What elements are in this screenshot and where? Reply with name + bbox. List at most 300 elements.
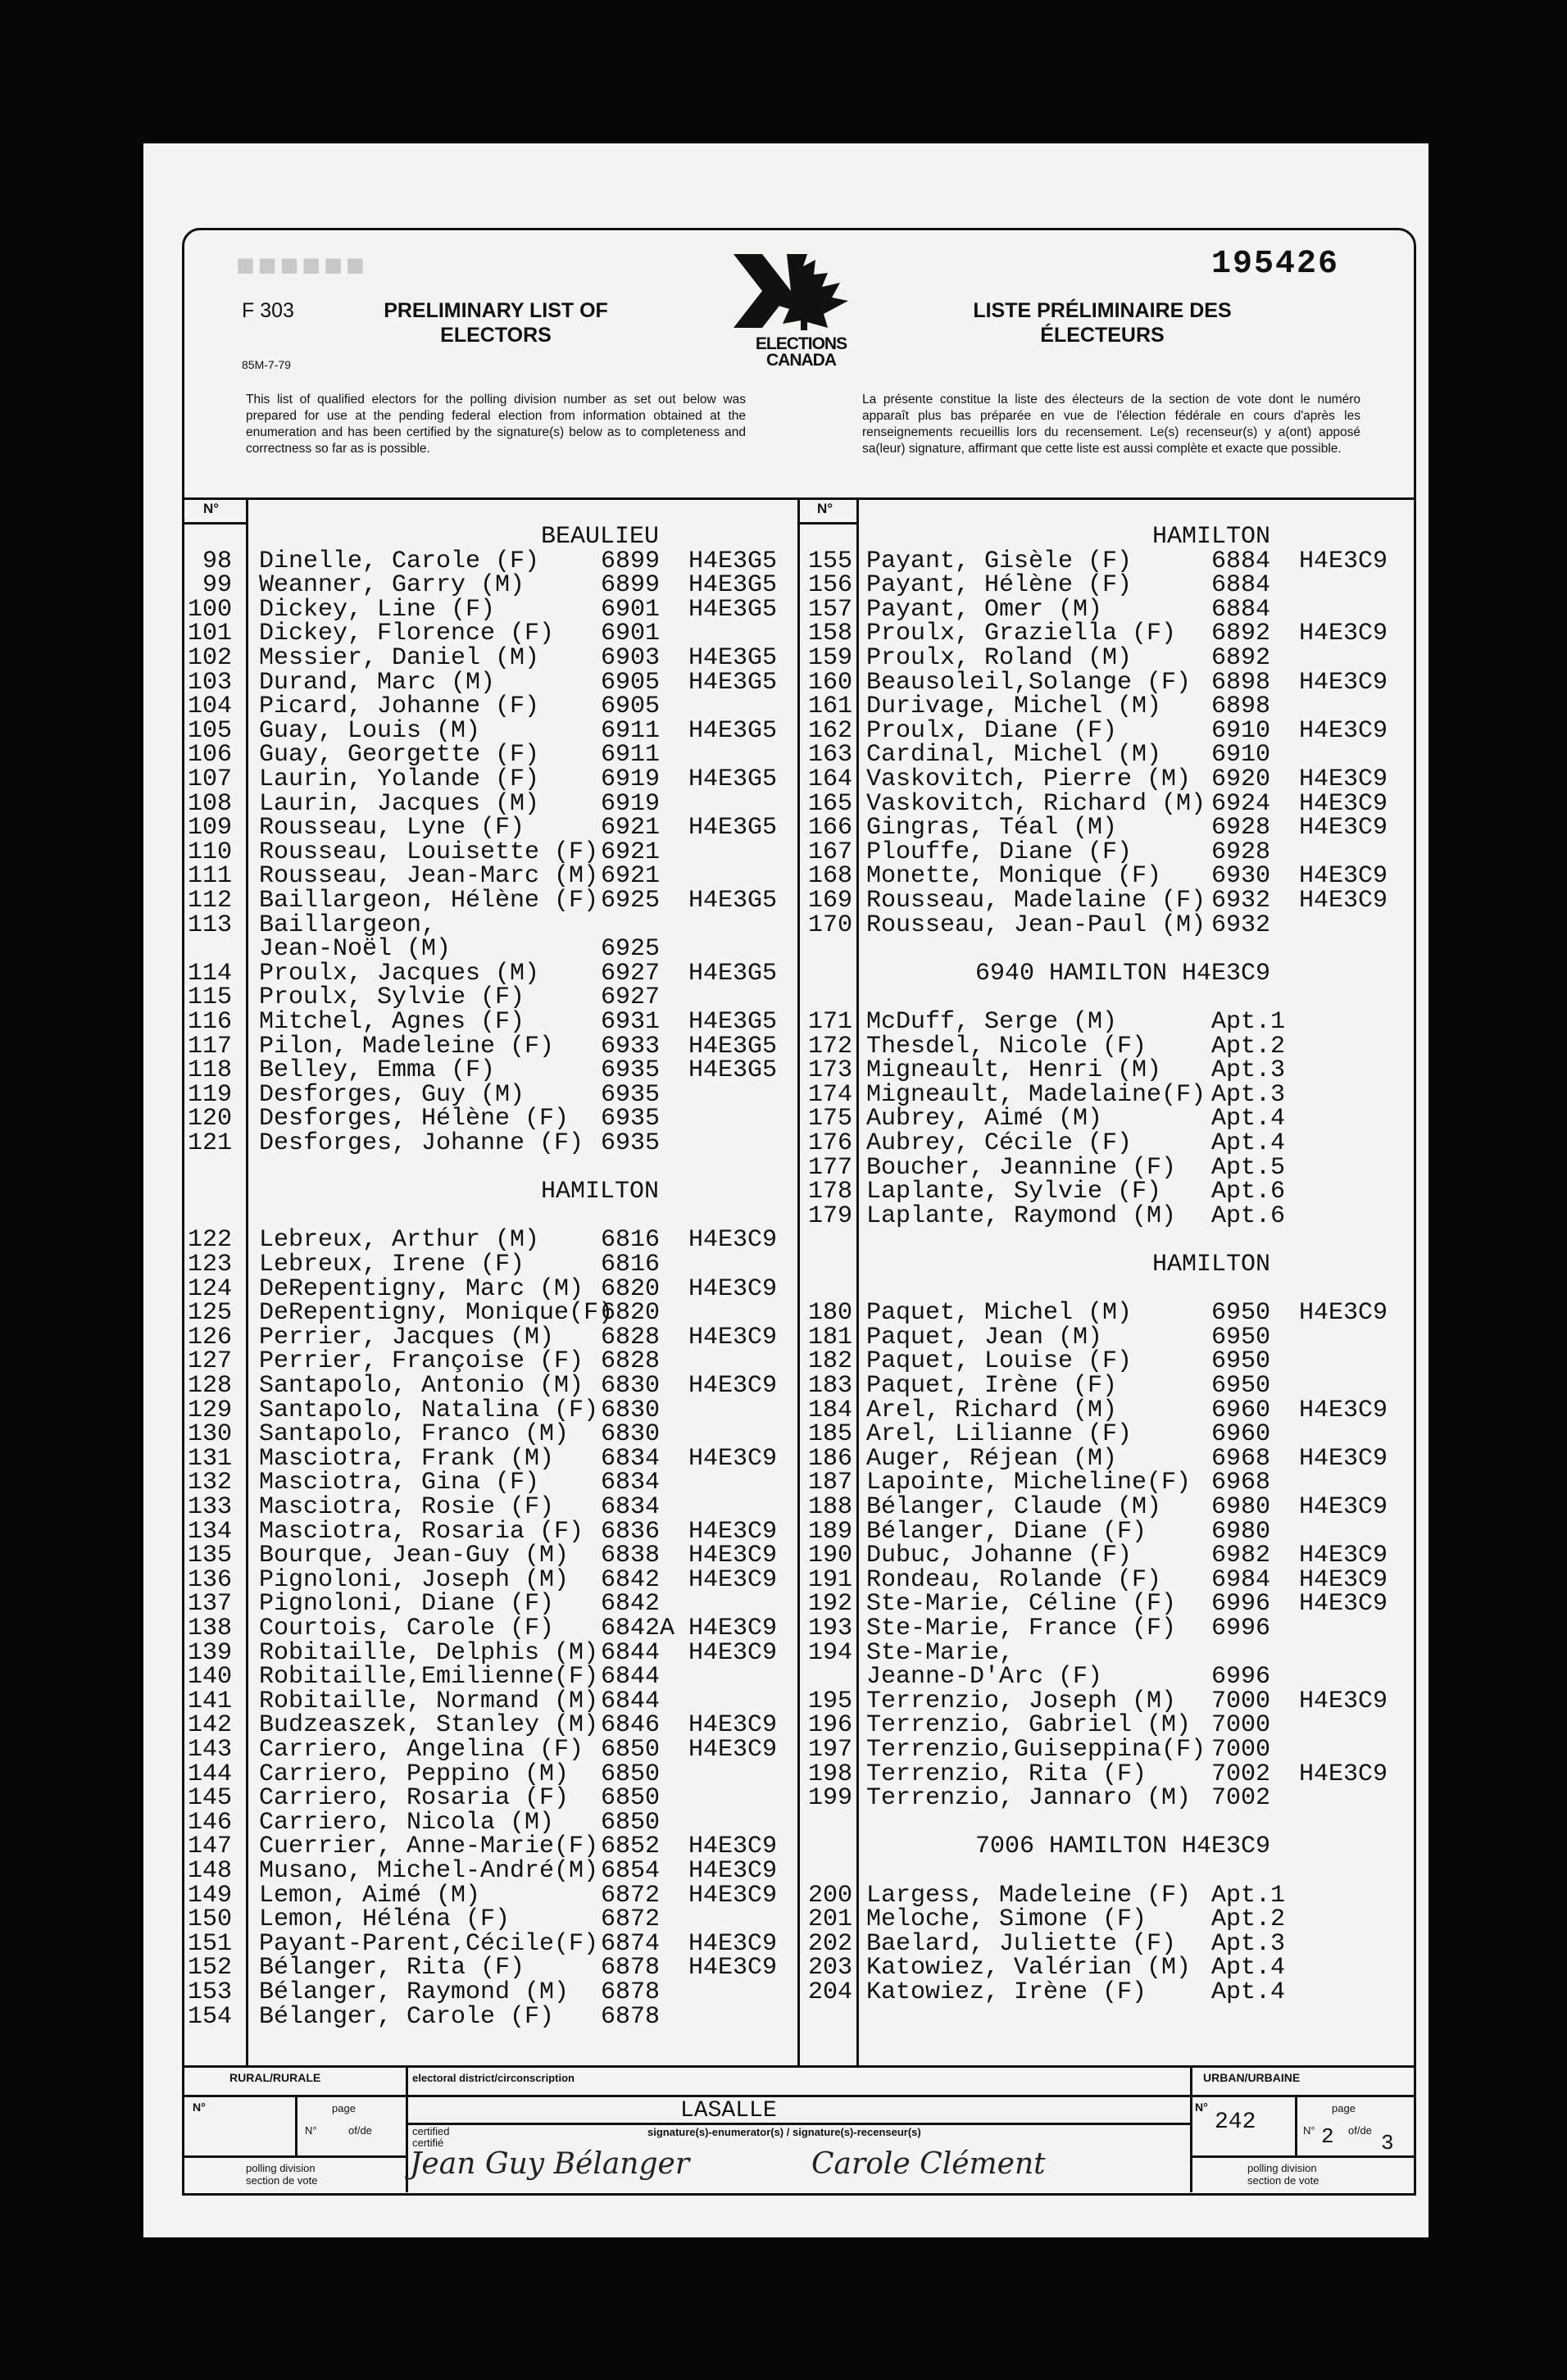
rural-page-of-label: of/de — [348, 2124, 372, 2137]
elector-postal-code: H4E3C9 — [1299, 1493, 1388, 1521]
elector-number: 126 — [187, 1323, 232, 1351]
col-no-right-label: N° — [817, 501, 833, 516]
elector-postal-code: H4E3C9 — [1299, 547, 1388, 575]
footer-divider-urban — [1190, 2065, 1192, 2192]
elector-name: Ste-Marie, France (F) — [866, 1615, 1177, 1642]
elector-postal-code: H4E3G5 — [688, 765, 778, 793]
elector-number: 157 — [807, 595, 852, 624]
elector-name: DeRepentigny, Marc (M) — [259, 1274, 584, 1303]
elector-address: 6854 — [601, 1857, 661, 1885]
elector-number: 203 — [807, 1954, 852, 1983]
footer-urban-page-divider — [1295, 2095, 1297, 2155]
elector-name: Katowiez, Valérian (M) — [866, 1954, 1192, 1983]
elector-number: 175 — [807, 1105, 852, 1133]
elector-number: 133 — [187, 1493, 232, 1521]
elector-name: Rousseau, Madelaine (F) — [866, 887, 1206, 915]
elector-address: 6984 — [1211, 1565, 1271, 1594]
elector-name: Courtois, Carole (F) — [259, 1615, 555, 1642]
elector-address: 6928 — [1211, 814, 1271, 843]
elector-name: Aubrey, Cécile (F) — [866, 1129, 1133, 1157]
elector-number: 179 — [807, 1201, 852, 1230]
district-label: electoral district/circonscription — [412, 2072, 575, 2084]
elector-number: 187 — [807, 1469, 852, 1497]
elector-address: 6899 — [601, 571, 661, 600]
elector-number: 99 — [202, 571, 232, 600]
elector-name: Rousseau, Lyne (F) — [259, 814, 525, 843]
elector-address: 6911 — [601, 716, 661, 745]
elector-name: Carriero, Nicola (M) — [259, 1808, 555, 1837]
elector-address: 7000 — [1211, 1736, 1271, 1764]
elector-postal-code: H4E3C9 — [1299, 789, 1388, 818]
elector-name: Plouffe, Diane (F) — [866, 838, 1133, 866]
elector-name: Masciotra, Gina (F) — [259, 1469, 540, 1497]
elector-name: Cardinal, Michel (M) — [866, 741, 1162, 770]
elector-name: Pignoloni, Diane (F) — [259, 1590, 555, 1619]
elector-name: Bélanger, Diane (F) — [866, 1517, 1147, 1546]
elector-number: 167 — [807, 838, 852, 866]
elector-number: 139 — [187, 1638, 232, 1667]
elector-number: 195 — [807, 1687, 852, 1715]
elector-name: Terrenzio, Rita (F) — [866, 1760, 1147, 1788]
maple-leaf-x-icon — [725, 250, 877, 332]
elector-name: Proulx, Diane (F) — [866, 716, 1118, 745]
elector-number: 117 — [187, 1032, 232, 1061]
elector-number: 170 — [807, 911, 852, 939]
elector-address: 6850 — [601, 1760, 661, 1788]
elector-address: 6911 — [601, 741, 661, 770]
elector-address: 6842 — [601, 1590, 661, 1619]
elector-name: Guay, Georgette (F) — [259, 741, 540, 770]
elector-number: 172 — [807, 1032, 852, 1061]
elector-number: 171 — [807, 1008, 852, 1036]
elector-address: 6850 — [601, 1736, 661, 1764]
elector-name: Carriero, Angelina (F) — [259, 1736, 584, 1764]
elector-postal-code: H4E3C9 — [688, 1372, 778, 1400]
form-date-code: 85M-7-79 — [242, 358, 291, 371]
elector-address: 6844 — [601, 1687, 661, 1715]
signature-enumerator-1: Jean Guy Bélanger — [410, 2147, 690, 2181]
street-name: BEAULIEU — [541, 523, 660, 551]
elector-name: Paquet, Louise (F) — [866, 1347, 1133, 1376]
elector-number: 164 — [807, 765, 852, 793]
elector-name: Lemon, Aimé (M) — [259, 1881, 481, 1910]
elector-address: 6982 — [1211, 1542, 1271, 1570]
elector-name: Arel, Richard (M) — [866, 1396, 1118, 1424]
elector-number: 178 — [807, 1178, 852, 1206]
elector-address: Apt.1 — [1211, 1008, 1286, 1036]
elector-address: 6884 — [1211, 595, 1271, 624]
elector-name: Katowiez, Irène (F) — [866, 1978, 1147, 2006]
elector-number: 145 — [187, 1784, 232, 1813]
footer-divider-rural — [406, 2065, 408, 2192]
elector-number: 150 — [187, 1905, 232, 1934]
elector-name: Rousseau, Jean-Paul (M) — [866, 911, 1206, 939]
elector-number: 131 — [187, 1444, 232, 1473]
elector-address: 6820 — [601, 1299, 661, 1328]
elector-address: 6884 — [1211, 571, 1271, 600]
elector-number: 128 — [187, 1372, 232, 1400]
elector-number: 138 — [187, 1615, 232, 1642]
district-value: LASALLE — [680, 2098, 777, 2123]
elector-name: Migneault, Henri (M) — [866, 1056, 1162, 1085]
elector-name: Meloche, Simone (F) — [866, 1905, 1147, 1934]
elector-number: 111 — [187, 862, 232, 891]
elector-name: Baillargeon, — [259, 911, 437, 939]
elector-postal-code: H4E3C9 — [1299, 1565, 1388, 1594]
elector-number: 134 — [187, 1517, 232, 1546]
elector-number: 148 — [187, 1857, 232, 1885]
footer-urban-rule — [1190, 2155, 1414, 2158]
elector-address: 6892 — [1211, 620, 1271, 648]
elector-name: Laplante, Raymond (M) — [866, 1201, 1177, 1230]
elector-name: Ste-Marie, — [866, 1638, 1015, 1667]
elector-address: 6844 — [601, 1663, 661, 1692]
elector-address: 6905 — [601, 668, 661, 697]
elector-address: 6850 — [601, 1808, 661, 1837]
elector-name: Arel, Lilianne (F) — [866, 1420, 1133, 1449]
rural-page-no-label: N° — [305, 2124, 317, 2137]
logo-elections: ELECTIONS — [755, 334, 847, 353]
elector-name: Terrenzio, Jannaro (M) — [866, 1784, 1192, 1813]
elector-postal-code: H4E3C9 — [1299, 1542, 1388, 1570]
elector-number: 192 — [807, 1590, 852, 1619]
right-number-divider — [856, 497, 859, 2067]
elector-postal-code: H4E3C9 — [688, 1881, 778, 1910]
elector-number: 101 — [187, 620, 232, 648]
elector-number: 140 — [187, 1663, 232, 1692]
elector-address: 6920 — [1211, 765, 1271, 793]
elector-address: Apt.6 — [1211, 1178, 1286, 1206]
elector-name: Payant, Omer (M) — [866, 595, 1103, 624]
elector-number: 194 — [807, 1638, 852, 1667]
elector-address: 6816 — [601, 1251, 661, 1279]
elector-number: 100 — [187, 595, 232, 624]
elector-postal-code: H4E3C9 — [688, 1274, 778, 1303]
elector-address: 6935 — [601, 1129, 661, 1157]
elector-number: 112 — [187, 887, 232, 915]
elector-address: 6899 — [601, 547, 661, 575]
elector-address: 6935 — [601, 1105, 661, 1133]
faint-stamp-number: ■■■■■■ — [236, 250, 368, 285]
elector-postal-code: H4E3G5 — [688, 1056, 778, 1085]
elector-name: Vaskovitch, Pierre (M) — [866, 765, 1192, 793]
elector-address: 6950 — [1211, 1347, 1271, 1376]
intro-french: La présente constitue la liste des électeurs de la section de vote dont le numéro apparaît plus bas préparée en vue de l'élection fédérale en cours d'après les renseignements recueillis lors du recensement. Le(s) recenseur(s) y a(ont) apposé sa(leur) signature, affirmant que cette liste est aussi complète et exacte que possible. — [862, 393, 1360, 456]
urban-page-label: page — [1332, 2102, 1356, 2114]
elector-name: Santapolo, Natalina (F) — [259, 1396, 599, 1424]
page-total: 3 — [1381, 2131, 1394, 2155]
elector-address: 6925 — [601, 887, 661, 915]
elector-postal-code: H4E3G5 — [688, 668, 778, 697]
elector-number: 124 — [187, 1274, 232, 1303]
elector-number: 177 — [807, 1153, 852, 1182]
elector-number: 106 — [187, 741, 232, 770]
elector-name: Dinelle, Carole (F) — [259, 547, 540, 575]
elector-name: Mitchel, Agnes (F) — [259, 1008, 525, 1036]
elector-address: 6834 — [601, 1444, 661, 1473]
elector-number: 176 — [807, 1129, 852, 1157]
page-number: 2 — [1321, 2124, 1334, 2149]
elections-canada-logo — [725, 250, 877, 370]
elector-name: Proulx, Roland (M) — [866, 644, 1133, 672]
elector-name: Laurin, Yolande (F) — [259, 765, 540, 793]
footer-district-rule — [406, 2123, 1190, 2125]
elector-address: 6901 — [601, 620, 661, 648]
elector-number: 98 — [202, 547, 232, 575]
elector-address: 6874 — [601, 1929, 661, 1958]
elector-number: 105 — [187, 716, 232, 745]
elector-name: Jean-Noël (M) — [259, 935, 452, 964]
elector-name: DeRepentigny, Monique(F) — [259, 1299, 614, 1328]
elector-name: Weanner, Garry (M) — [259, 571, 525, 600]
elector-address: 7002 — [1211, 1784, 1271, 1813]
elector-name: Paquet, Michel (M) — [866, 1299, 1133, 1328]
elector-name: Migneault, Madelaine(F) — [866, 1080, 1206, 1109]
elector-number: 184 — [807, 1396, 852, 1424]
elector-address: 6960 — [1211, 1396, 1271, 1424]
elector-name: Vaskovitch, Richard (M) — [866, 789, 1206, 818]
elector-name: Laurin, Jacques (M) — [259, 789, 540, 818]
elector-postal-code: H4E3C9 — [688, 1226, 778, 1255]
rural-no-label: N° — [193, 2101, 206, 2114]
elector-address: 6996 — [1211, 1615, 1271, 1642]
elector-name: Santapolo, Franco (M) — [259, 1420, 570, 1449]
elector-name: Carriero, Rosaria (F) — [259, 1784, 570, 1813]
elector-number: 156 — [807, 571, 852, 600]
elector-name: Payant, Hélène (F) — [866, 571, 1133, 600]
elector-address: 6935 — [601, 1056, 661, 1085]
elector-postal-code: H4E3C9 — [688, 1857, 778, 1885]
elector-address: 6930 — [1211, 862, 1271, 891]
elector-address: Apt.6 — [1211, 1201, 1286, 1230]
elector-number: 109 — [187, 814, 232, 843]
elector-name: Thesdel, Nicole (F) — [866, 1032, 1147, 1061]
elector-address: 6927 — [601, 959, 661, 988]
elector-address: Apt.2 — [1211, 1905, 1286, 1934]
intro-english: This list of qualified electors for the polling division number as set out below was prepared for use at the pending federal election from information obtained at the enumeration and has been certified by the signature(s) below as to completeness and correctness so far as is possible. — [246, 393, 746, 456]
elector-name: Bourque, Jean-Guy (M) — [259, 1542, 570, 1570]
elector-postal-code: H4E3G5 — [688, 716, 778, 745]
elector-address: Apt.4 — [1211, 1954, 1286, 1983]
elector-postal-code: H4E3C9 — [1299, 668, 1388, 697]
elector-number: 202 — [807, 1929, 852, 1958]
elector-number: 115 — [187, 983, 232, 1012]
elector-postal-code: H4E3C9 — [688, 1638, 778, 1667]
elector-postal-code: H4E3C9 — [688, 1565, 778, 1594]
elector-address: 7000 — [1211, 1711, 1271, 1740]
elector-name: Payant, Gisèle (F) — [866, 547, 1133, 575]
elector-name: Aubrey, Aimé (M) — [866, 1105, 1103, 1133]
elector-name: Robitaille, Delphis (M) — [259, 1638, 599, 1667]
elector-number: 183 — [807, 1372, 852, 1400]
elector-address: 6898 — [1211, 668, 1271, 697]
elector-number: 169 — [807, 887, 852, 915]
elector-number: 193 — [807, 1615, 852, 1642]
elector-number: 188 — [807, 1493, 852, 1521]
elector-address: 6919 — [601, 789, 661, 818]
elector-number: 174 — [807, 1080, 852, 1109]
left-number-divider — [246, 497, 248, 2067]
elector-number: 129 — [187, 1396, 232, 1424]
elector-address: 6834 — [601, 1493, 661, 1521]
footer-second-rule — [182, 2095, 1414, 2097]
elector-number: 149 — [187, 1881, 232, 1910]
elector-number: 196 — [807, 1711, 852, 1740]
elector-address: 6842 — [601, 1565, 661, 1594]
elector-name: Baillargeon, Hélène (F) — [259, 887, 599, 915]
elector-address: 6932 — [1211, 887, 1271, 915]
elector-address: Apt.1 — [1211, 1881, 1286, 1910]
elector-postal-code: H4E3G5 — [688, 1008, 778, 1036]
elector-name: Durand, Marc (M) — [259, 668, 496, 697]
street-name: HAMILTON — [1151, 1251, 1270, 1279]
elector-postal-code: H4E3G5 — [688, 595, 778, 624]
elector-name: Lapointe, Micheline(F) — [866, 1469, 1192, 1497]
rural-label: RURAL/RURALE — [229, 2071, 321, 2084]
elector-name: Terrenzio,Guiseppina(F) — [866, 1736, 1206, 1764]
elector-address: 6830 — [601, 1372, 661, 1400]
elector-address: 6921 — [601, 862, 661, 891]
elector-name: Dickey, Florence (F) — [259, 620, 555, 648]
elector-number: 182 — [807, 1347, 852, 1376]
elector-address: 6925 — [601, 935, 661, 964]
elector-name: Terrenzio, Joseph (M) — [866, 1687, 1177, 1715]
elector-address: 6980 — [1211, 1517, 1271, 1546]
elector-address: 6836 — [601, 1517, 661, 1546]
elector-number: 144 — [187, 1760, 232, 1788]
elector-number: 114 — [187, 959, 232, 988]
elector-name: Dickey, Line (F) — [259, 595, 496, 624]
elector-number: 163 — [807, 741, 852, 770]
col-no-header-rule-left — [182, 522, 248, 525]
elector-address: Apt.3 — [1211, 1080, 1286, 1109]
elector-number: 121 — [187, 1129, 232, 1157]
elector-name: Santapolo, Antonio (M) — [259, 1372, 584, 1400]
elector-postal-code: H4E3C9 — [688, 1929, 778, 1958]
elector-address: 6910 — [1211, 741, 1271, 770]
elector-number: 165 — [807, 789, 852, 818]
elector-postal-code: H4E3C9 — [688, 1736, 778, 1764]
elector-name: Robitaille,Emilienne(F) — [259, 1663, 599, 1692]
logo-canada: CANADA — [766, 351, 836, 370]
elector-address: Apt.4 — [1211, 1978, 1286, 2006]
elector-address: 6828 — [601, 1323, 661, 1351]
elector-postal-code: H4E3C9 — [688, 1615, 778, 1642]
elector-name: Dubuc, Johanne (F) — [866, 1542, 1133, 1570]
elector-number: 201 — [807, 1905, 852, 1934]
elector-number: 104 — [187, 693, 232, 721]
elector-name: Robitaille, Normand (M) — [259, 1687, 599, 1715]
elector-address: 6828 — [601, 1347, 661, 1376]
elector-name: Boucher, Jeannine (F) — [866, 1153, 1177, 1182]
elector-postal-code: H4E3G5 — [688, 547, 778, 575]
elector-name: Desforges, Hélène (F) — [259, 1105, 570, 1133]
elector-number: 160 — [807, 668, 852, 697]
elector-name: Paquet, Irène (F) — [866, 1372, 1118, 1400]
elector-address: 6830 — [601, 1420, 661, 1449]
polling-division-number: 242 — [1215, 2110, 1256, 2135]
elector-number: 204 — [807, 1978, 852, 2006]
elector-number: 135 — [187, 1542, 232, 1570]
elector-address: Apt.3 — [1211, 1929, 1286, 1958]
title-english: PRELIMINARY LIST OF ELECTORS — [384, 299, 608, 347]
urban-no-label: N° — [1195, 2101, 1208, 2114]
elector-name: Bélanger, Raymond (M) — [259, 1978, 570, 2006]
elector-name: Pignoloni, Joseph (M) — [259, 1565, 570, 1594]
elector-address: 6950 — [1211, 1323, 1271, 1351]
elector-number: 132 — [187, 1469, 232, 1497]
elector-name: Bélanger, Claude (M) — [866, 1493, 1162, 1521]
elector-number: 154 — [187, 2002, 232, 2031]
elector-address: 6830 — [601, 1396, 661, 1424]
elector-address: 6872 — [601, 1905, 661, 1934]
elector-postal-code: H4E3C9 — [688, 1542, 778, 1570]
elector-address: 6950 — [1211, 1299, 1271, 1328]
elector-address: 6996 — [1211, 1663, 1271, 1692]
elector-postal-code: H4E3C9 — [1299, 1687, 1388, 1715]
elector-postal-code: H4E3C9 — [688, 1711, 778, 1740]
elector-postal-code: H4E3C9 — [688, 1323, 778, 1351]
rural-page-label: page — [332, 2102, 356, 2114]
elector-address: 6924 — [1211, 789, 1271, 818]
elector-number: 147 — [187, 1833, 232, 1861]
elector-number: 190 — [807, 1542, 852, 1570]
street-name: HAMILTON — [1151, 523, 1270, 551]
elector-postal-code: H4E3C9 — [1299, 620, 1388, 648]
elector-address: 6950 — [1211, 1372, 1271, 1400]
elector-name: Rousseau, Louisette (F) — [259, 838, 599, 866]
elector-name: Lemon, Héléna (F) — [259, 1905, 511, 1934]
col-no-left-label: N° — [203, 501, 220, 516]
elector-name: Payant-Parent,Cécile(F) — [259, 1929, 599, 1958]
elector-postal-code: H4E3C9 — [1299, 1444, 1388, 1473]
elector-name: Baelard, Juliette (F) — [866, 1929, 1177, 1958]
elector-number: 161 — [807, 693, 852, 721]
elector-name: Masciotra, Frank (M) — [259, 1444, 555, 1473]
elector-postal-code: H4E3C9 — [1299, 862, 1388, 891]
elector-address: 6844 — [601, 1638, 661, 1667]
urban-polling-label: polling division section de vote — [1247, 2162, 1319, 2187]
elector-name: Masciotra, Rosaria (F) — [259, 1517, 584, 1546]
elector-postal-code: H4E3C9 — [688, 1444, 778, 1473]
elector-number: 189 — [807, 1517, 852, 1546]
elector-name: Perrier, Françoise (F) — [259, 1347, 584, 1376]
elector-number: 191 — [807, 1565, 852, 1594]
elector-name: Gingras, Téal (M) — [866, 814, 1118, 843]
title-french: LISTE PRÉLIMINAIRE DES ÉLECTEURS — [973, 299, 1232, 347]
elector-number: 146 — [187, 1808, 232, 1837]
elector-number: 155 — [807, 547, 852, 575]
footer-rural-page-divider — [295, 2095, 298, 2155]
elector-number: 151 — [187, 1929, 232, 1958]
elector-number: 166 — [807, 814, 852, 843]
elector-name: Perrier, Jacques (M) — [259, 1323, 555, 1351]
elector-address: 6932 — [1211, 911, 1271, 939]
elector-name: Picard, Johanne (F) — [259, 693, 540, 721]
elector-number: 199 — [807, 1784, 852, 1813]
elector-number: 122 — [187, 1226, 232, 1255]
street-name: HAMILTON — [541, 1178, 660, 1206]
urban-page-no-label: N° — [1303, 2124, 1315, 2137]
elector-address: 6933 — [601, 1032, 661, 1061]
elector-address: 6968 — [1211, 1469, 1271, 1497]
elector-postal-code: H4E3C9 — [1299, 716, 1388, 745]
elector-number: 125 — [187, 1299, 232, 1328]
elector-number: 118 — [187, 1056, 232, 1085]
elector-address: 6878 — [601, 1954, 661, 1983]
elector-number: 127 — [187, 1347, 232, 1376]
elector-name: Masciotra, Rosie (F) — [259, 1493, 555, 1521]
